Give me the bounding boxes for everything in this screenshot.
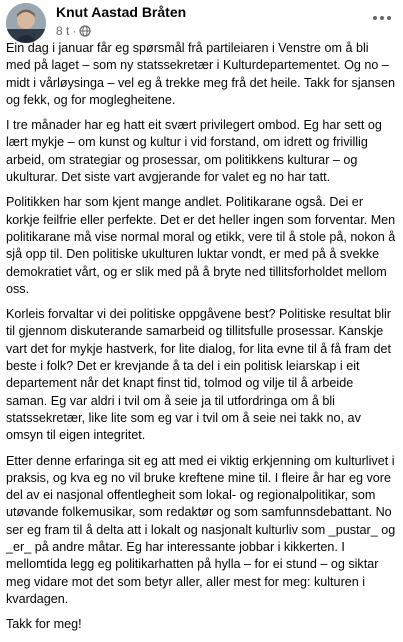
globe-icon xyxy=(79,25,91,37)
post-paragraph: Politikken har som kjent mange andlet. Politikarane også. Dei er korkje feilfrie eller perfekte. Det er det heller ingen som forventar. Men politikarane må vise normal moral og etikk, vere til å stole på, nokon å sjå opp til. Den politiske ukulturen luktar vondt, er med på å svekke demokratiet vårt, og er slik med på å bryte ned tillitsforholdet mellom oss. xyxy=(6,195,396,296)
post-header xyxy=(0,0,403,40)
post-paragraph: I tre månader har eg hatt eit svært privilegert ombod. Eg har sett og lært mykje – om kunst og kultur i vid forstand, om idrett og frivillig arbeid, om strategiar og prosessar, om politikkens kulturar – og ukulturar. Det siste vart avgjerande for valet eg no har tatt. xyxy=(6,118,382,185)
post-paragraph: Korleis forvaltar vi dei politiske oppgåvene best? Politiske resultat blir til gjennom diskuterande samarbeid og tillitsfulle prosessar. Kanskje vart det for mykje hastverk, for lite dialog, for lita evne til å få fram det beste i folk? Det er krevjande å ta del i ein politisk leiarskap i eit departement når det knapt finst tid, tolmod og vilje til å arbeide saman. Eg var aldri i tvil om å seie ja til utfordringa om å bli statssekretær, like lite som eg var i tvil om å seie nei takk no, av omsyn til eigen integritet. xyxy=(6,307,392,443)
post-paragraph: Ein dag i januar får eg spørsmål frå partileiaren i Venstre om å bli med på laget – som ny statssekretær i Kulturdepartementet. Og no – midt i vårløysinga – vel eg å trekke meg frå det heile. Takk for sjansen og fekk, og for moglegheitene. xyxy=(6,41,395,107)
post-body xyxy=(6,40,396,642)
author-name[interactable]: Knut Aastad Bråten xyxy=(56,4,187,20)
post-timestamp[interactable]: 8 t xyxy=(56,24,70,38)
avatar-photo xyxy=(6,3,46,43)
avatar[interactable] xyxy=(6,3,46,43)
more-options-icon xyxy=(373,16,377,20)
meta-separator: · xyxy=(72,24,77,38)
post-paragraph: Takk for meg! xyxy=(6,617,82,632)
post-paragraph: Etter denne erfaringa sit eg att med ei viktig erkjenning om kulturlivet i praksis, og kva eg no vil bruke kreftene mine til. I fleire år har eg vore del av ei nasjonal offentlegheit som lokal- og regionalpolitikar, som utøvande folkemusikar, som redaktør og som samfunnsdebattant. No ser eg fram til å delta att i lokalt og nasjonalt kulturliv som _pustar_ og _er_ på andre måtar. Eg har interessante jobbar i kikkerten. I mellomtida legg eg politikarhatten på hylla – for ei stund – og siktar meg vidare mot det som betyr aller, aller mest for meg: kulturen i kvardagen. xyxy=(6,453,396,606)
more-options-button[interactable] xyxy=(369,8,395,28)
post-meta xyxy=(56,24,91,38)
